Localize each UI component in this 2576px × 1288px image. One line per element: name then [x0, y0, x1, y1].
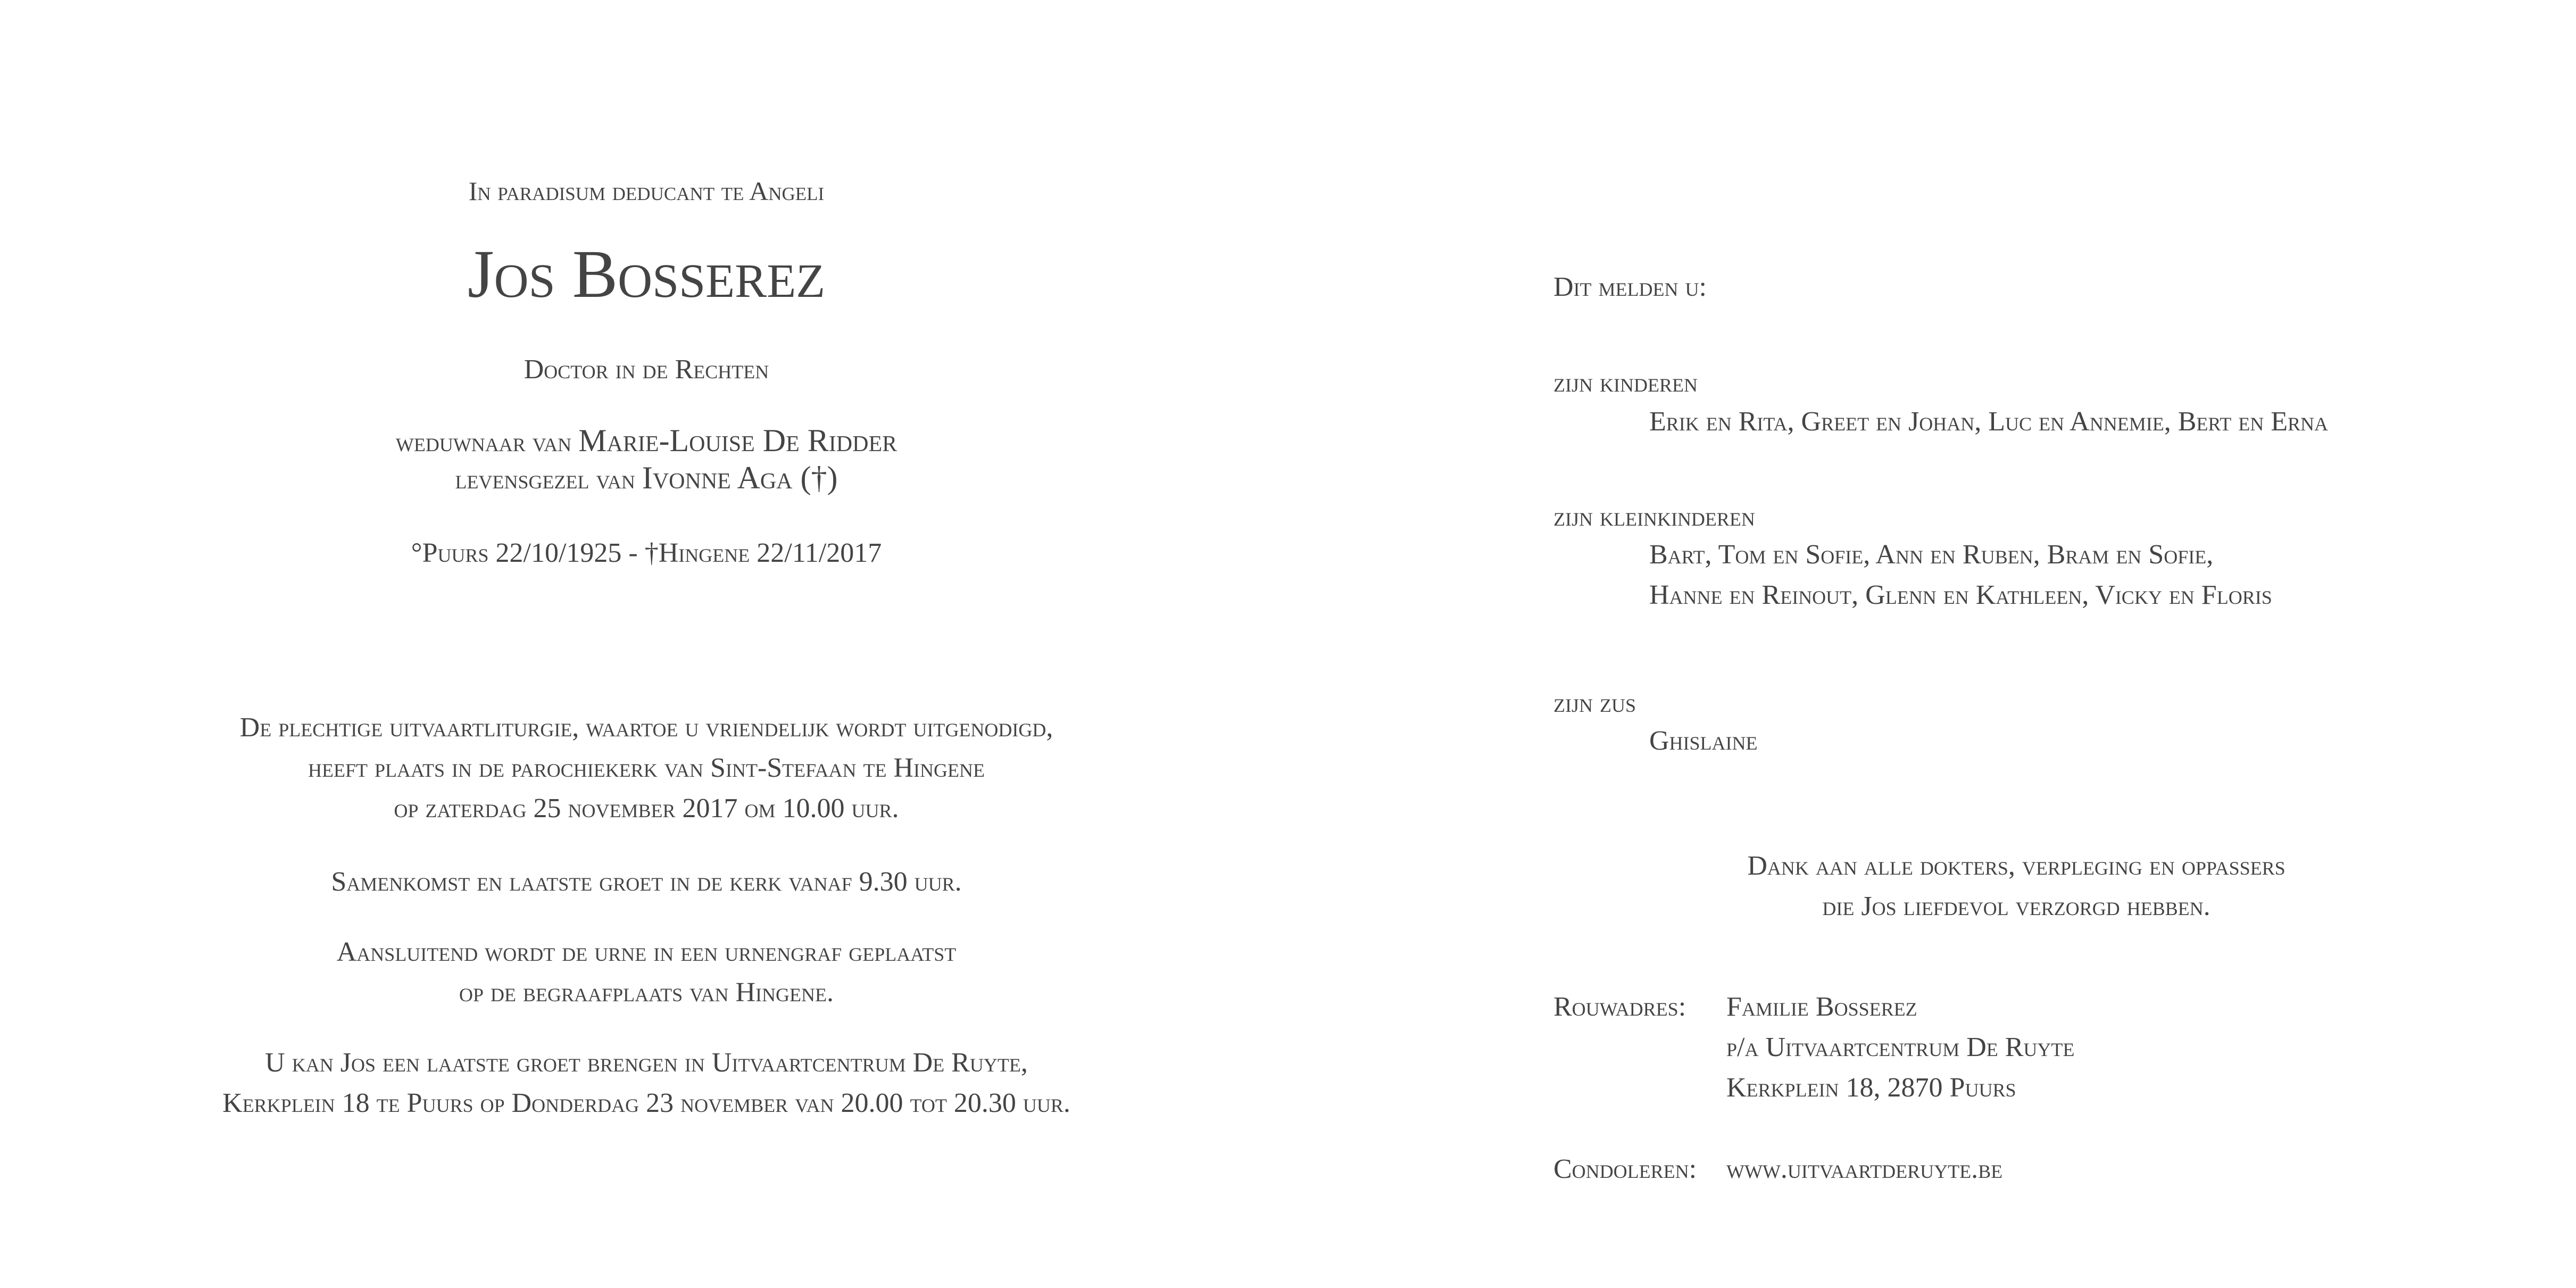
visitation-paragraph	[0, 1043, 1293, 1124]
grandchildren-label: zijn kleinkinderen	[1553, 502, 1755, 532]
address-line: Familie Bosserez	[1726, 992, 1917, 1022]
widower-line	[0, 423, 1293, 460]
condolences-label: Condoleren:	[1553, 1154, 1697, 1184]
gathering-paragraph	[0, 862, 1293, 902]
widower-name: Marie-Louise De Ridder	[578, 423, 898, 458]
funeral-line: heeft plaats in de parochiekerk van Sint-Stefaan te Hingene	[308, 753, 985, 783]
visitation-line: U kan Jos een laatste groet brengen in Uitvaartcentrum De Ruyte,	[265, 1048, 1028, 1078]
gathering-line: Samenkomst en laatste groet in de kerk vanaf 9.30 uur.	[331, 867, 962, 897]
birth-death-dates: °Puurs 22/10/1925 - †Hingene 22/11/2017	[411, 538, 882, 568]
children-label: zijn kinderen	[1553, 368, 1698, 398]
thanks-line: Dank aan alle dokters, verpleging en oppassers	[1747, 851, 2286, 881]
funeral-line: De plechtige uitvaartliturgie, waartoe u vriendelijk wordt uitgenodigd,	[239, 712, 1053, 743]
sister-label: zijn zus	[1553, 688, 1636, 718]
urn-paragraph	[0, 932, 1293, 1013]
funeral-paragraph	[0, 708, 1293, 829]
academic-title: Doctor in de Rechten	[523, 354, 769, 385]
funeral-line: op zaterdag 25 november 2017 om 10.00 uur.	[394, 793, 899, 824]
children-names	[1649, 402, 2328, 442]
motto: In paradisum deducant te Angeli	[468, 176, 825, 206]
urn-line: Aansluitend wordt de urne in een urnengraf geplaatst	[336, 937, 957, 967]
grandchildren-line: Bart, Tom en Sofie, Ann en Ruben, Bram en Sofie,	[1649, 539, 2214, 570]
grandchildren-names	[1649, 535, 2272, 616]
sister-name	[1649, 721, 1758, 761]
urn-line: op de begraafplaats van Hingene.	[459, 977, 834, 1008]
grandchildren-line: Hanne en Reinout, Glenn en Kathleen, Vicky en Floris	[1649, 580, 2272, 610]
condolences-url[interactable]: www.uitvaartderuyte.be	[1726, 1154, 2003, 1184]
thanks-line: die Jos liefdevol verzorgd hebben.	[1822, 891, 2211, 921]
visitation-line: Kerkplein 18 te Puurs op Donderdag 23 november van 20.00 tot 20.30 uur.	[222, 1088, 1070, 1118]
address-line: p/a Uitvaartcentrum De Ruyte	[1726, 1032, 2075, 1062]
children-line: Erik en Rita, Greet en Johan, Luc en Annemie, Bert en Erna	[1649, 406, 2328, 437]
sister-line: Ghislaine	[1649, 726, 1758, 756]
deceased-name: Jos Bosserez	[467, 236, 826, 312]
widower-prefix: weduwnaar van	[395, 427, 572, 458]
partner-name: Ivonne Aga (†)	[642, 460, 838, 495]
partner-line	[0, 460, 1293, 497]
announcement-intro: Dit melden u:	[1553, 272, 1707, 302]
spouse-block	[0, 423, 1293, 497]
address-line: Kerkplein 18, 2870 Puurs	[1726, 1073, 2016, 1103]
address-label: Rouwadres:	[1553, 992, 1686, 1022]
mourning-address	[1726, 987, 2074, 1108]
thanks-note	[1553, 846, 2479, 927]
partner-prefix: levensgezel van	[455, 464, 635, 495]
